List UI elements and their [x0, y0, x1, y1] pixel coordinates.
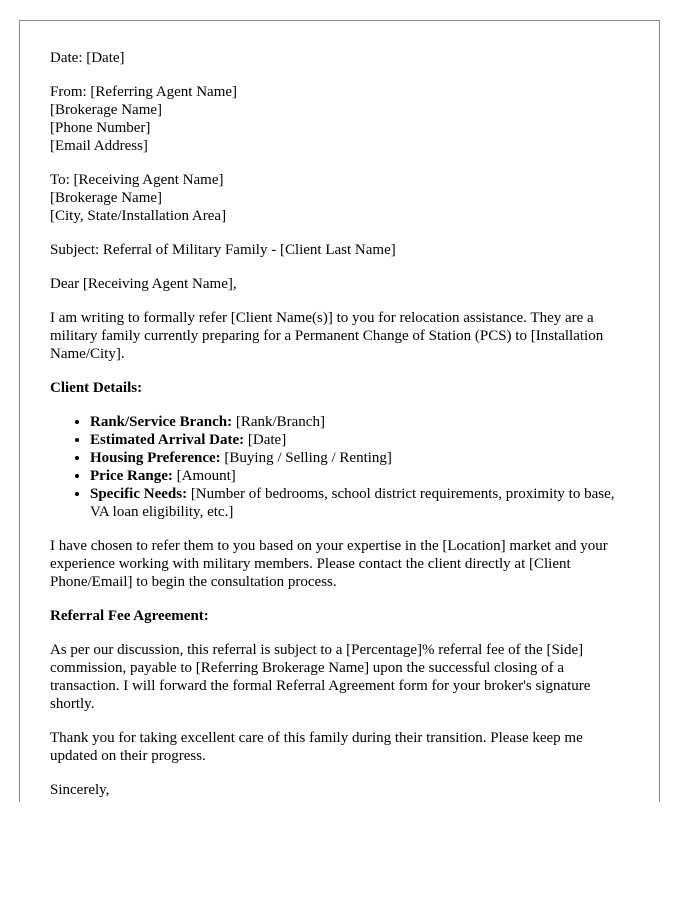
from-email: [Email Address]	[50, 138, 148, 154]
detail-value: [Rank/Branch]	[232, 414, 325, 430]
detail-value: [Amount]	[172, 468, 236, 484]
to-location: [City, State/Installation Area]	[50, 208, 227, 224]
to-block	[50, 171, 629, 225]
list-item	[90, 431, 629, 449]
from-brokerage: [Brokerage Name]	[50, 102, 163, 118]
from-block	[50, 83, 629, 155]
intro-paragraph: I am writing to formally refer [Client Name(s)] to you for relocation assistance. They are a military family currently preparing for a Permanent Change of Station (PCS) to [Installation Name/City].	[50, 310, 604, 362]
to-brokerage: [Brokerage Name]	[50, 190, 163, 206]
detail-label: Rank/Service Branch:	[90, 414, 233, 430]
from-phone: [Phone Number]	[50, 120, 151, 136]
fee-paragraph: As per our discussion, this referral is subject to a [Percentage]% referral fee of the [Side] commission, payable to [Referring Brokerage Name] upon the successful closing of a transaction. I will forward the formal Referral Agreement form for your broker's signature shortly.	[50, 642, 591, 712]
detail-label: Estimated Arrival Date:	[90, 432, 245, 448]
reason-paragraph: I have chosen to refer them to you based on your expertise in the [Location] market and your experience working with military members. Please contact the client directly at [Client Phone/Email] to begin the consultation process.	[50, 538, 608, 590]
detail-label: Specific Needs:	[90, 486, 188, 502]
detail-label: Housing Preference:	[90, 450, 221, 466]
list-item	[90, 467, 629, 485]
from-line: From: [Referring Agent Name]	[50, 84, 238, 100]
thanks-paragraph: Thank you for taking excellent care of this family during their transition. Please keep me updated on their progress.	[50, 730, 583, 764]
detail-value: [Date]	[244, 432, 287, 448]
subject-line: Subject: Referral of Military Family - [Client Last Name]	[50, 242, 396, 258]
detail-value: [Number of bedrooms, school district requirements, proximity to base, VA loan eligibility, etc.]	[90, 486, 615, 520]
detail-value: [Buying / Selling / Renting]	[220, 450, 392, 466]
list-item	[90, 413, 629, 431]
date-line: Date: [Date]	[50, 50, 125, 66]
list-item	[90, 485, 629, 521]
fee-heading: Referral Fee Agreement:	[50, 608, 209, 624]
salutation: Dear [Receiving Agent Name],	[50, 276, 237, 292]
detail-label: Price Range:	[90, 468, 173, 484]
to-line: To: [Receiving Agent Name]	[50, 172, 224, 188]
letter-page	[19, 20, 660, 802]
client-details-heading: Client Details:	[50, 380, 143, 396]
list-item	[90, 449, 629, 467]
client-details-list	[50, 413, 629, 521]
closing-line: Sincerely,	[50, 782, 110, 798]
